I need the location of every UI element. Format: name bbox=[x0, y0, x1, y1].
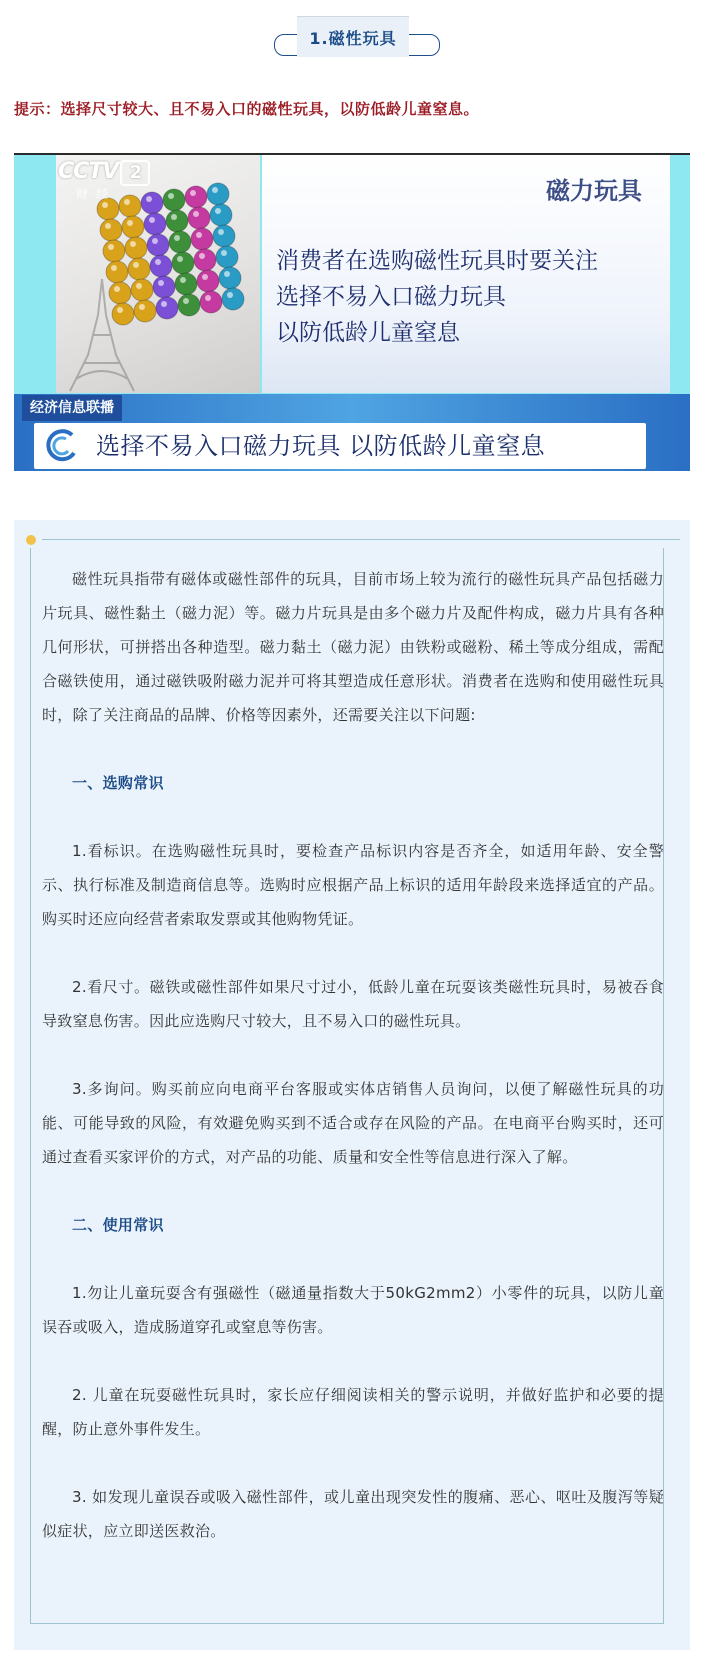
magnet-ball bbox=[172, 252, 194, 274]
magnet-ball-highlight bbox=[227, 292, 233, 298]
program-tag: 经济信息联播 bbox=[22, 395, 122, 421]
magnet-ball bbox=[200, 291, 222, 313]
magnet-ball-highlight bbox=[168, 193, 174, 199]
magnet-ball-highlight bbox=[224, 271, 230, 277]
channel-swirl-icon bbox=[44, 429, 78, 463]
magnet-ball-highlight bbox=[136, 283, 142, 289]
paragraph-emergency: 3. 如发现儿童误吞或吸入磁性部件，或儿童出现突发性的腹痛、恶心、呕吐及腹泻等疑似症状，应立即送医救治。 bbox=[42, 1488, 664, 1540]
decorative-dot bbox=[26, 535, 36, 545]
panel-line: 选择不易入口磁力玩具 bbox=[276, 284, 506, 310]
safety-tip: 提示：选择尺寸较大、且不易入口的磁性玩具，以防低龄儿童窒息。 bbox=[14, 100, 480, 118]
magnet-ball bbox=[134, 300, 156, 322]
magnet-ball-highlight bbox=[174, 235, 180, 241]
magnet-ball bbox=[122, 216, 144, 238]
magnet-ball bbox=[144, 213, 166, 235]
magnet-ball bbox=[188, 207, 210, 229]
magnet-ball-highlight bbox=[149, 217, 155, 223]
magnet-ball-highlight bbox=[202, 274, 208, 280]
magnet-ball bbox=[106, 261, 128, 283]
magnet-ball-highlight bbox=[117, 307, 123, 313]
magnet-ball-highlight bbox=[171, 214, 177, 220]
magnet-ball bbox=[109, 282, 131, 304]
magnet-ball bbox=[131, 279, 153, 301]
magnet-ball-highlight bbox=[215, 208, 221, 214]
heading-usage: 二、使用常识 bbox=[72, 1216, 164, 1234]
magnet-ball bbox=[216, 246, 238, 268]
magnet-ball bbox=[153, 276, 175, 298]
magnet-ball bbox=[178, 294, 200, 316]
magnet-ball bbox=[119, 195, 141, 217]
section-title-badge bbox=[0, 14, 704, 64]
magnet-ball-highlight bbox=[127, 220, 133, 226]
magnet-ball-highlight bbox=[221, 250, 227, 256]
magnet-ball-highlight bbox=[205, 295, 211, 301]
article-body bbox=[42, 562, 664, 1548]
magnet-ball-highlight bbox=[196, 232, 202, 238]
magnet-ball bbox=[156, 297, 178, 319]
panel-heading: 磁力玩具 bbox=[546, 177, 642, 205]
magnet-ball-highlight bbox=[114, 286, 120, 292]
headline-bar bbox=[34, 423, 646, 469]
magnet-ball bbox=[194, 249, 216, 271]
tv-news-image bbox=[14, 153, 690, 471]
panel-lines bbox=[276, 243, 598, 351]
paragraph-ask-more: 3.多询问。购买前应向电商平台客服或实体店销售人员询问，以便了解磁性玩具的功能、可能导致的风险，有效避免购买到不适合或存在风险的产品。在电商平台购买时，还可通过查看买家评价的方式，对产品的功能、质量和安全性等信息进行深入了解。 bbox=[42, 1080, 664, 1166]
magnet-ball bbox=[128, 258, 150, 280]
paragraph-check-size: 2.看尺寸。磁铁或磁性部件如果尺寸过小，低龄儿童在玩耍该类磁性玩具时，易被吞食导致窒息伤害。因此应选购尺寸较大，且不易入口的磁性玩具。 bbox=[42, 978, 664, 1030]
magnet-ball-highlight bbox=[111, 265, 117, 271]
magnet-ball bbox=[219, 267, 241, 289]
magnet-ball-highlight bbox=[218, 229, 224, 235]
magnet-ball-highlight bbox=[183, 298, 189, 304]
paragraph-supervision: 2. 儿童在玩耍磁性玩具时，家长应仔细阅读相关的警示说明，并做好监护和必要的提醒，防止意外事件发生。 bbox=[42, 1386, 664, 1438]
magnet-ball bbox=[150, 255, 172, 277]
section-title: 1.磁性玩具 bbox=[297, 16, 409, 57]
magnet-ball bbox=[213, 225, 235, 247]
magnet-ball bbox=[197, 270, 219, 292]
magnet-ball-highlight bbox=[155, 259, 161, 265]
panel-line: 以防低龄儿童窒息 bbox=[276, 320, 460, 346]
magnet-ball-highlight bbox=[124, 199, 130, 205]
magnet-ball bbox=[147, 234, 169, 256]
card-top-line bbox=[42, 539, 680, 540]
magnet-ball bbox=[185, 186, 207, 208]
cctv-logo-text: CCTV bbox=[58, 159, 119, 184]
paragraph-strong-magnet: 1.勿让儿童玩耍含有强磁性（磁通量指数大于50kG2mm2）小零件的玩具，以防儿童误吞或吸入，造成肠道穿孔或窒息等伤害。 bbox=[42, 1284, 664, 1336]
magnet-ball bbox=[191, 228, 213, 250]
magnet-ball-highlight bbox=[152, 238, 158, 244]
magnet-ball bbox=[222, 288, 244, 310]
magnet-ball-highlight bbox=[193, 211, 199, 217]
magnet-ball bbox=[103, 240, 125, 262]
magnet-ball-highlight bbox=[177, 256, 183, 262]
magnet-ball bbox=[207, 183, 229, 205]
magnet-ball-highlight bbox=[180, 277, 186, 283]
magnet-ball-highlight bbox=[190, 190, 196, 196]
intro-paragraph: 磁性玩具指带有磁体或磁性部件的玩具，目前市场上较为流行的磁性玩具产品包括磁力片玩具、磁性黏土（磁力泥）等。磁力片玩具是由多个磁力片及配件构成，磁力片具有各种几何形状，可拼搭出各种造型。磁力黏土（磁力泥）由铁粉或磁粉、稀土等成分组成，需配合磁铁使用，通过磁铁吸附磁力泥并可将其塑造成任意形状。消费者在选购和使用磁性玩具时，除了关注商品的品牌、价格等因素外，还需要关注以下问题: bbox=[42, 570, 664, 724]
magnet-ball bbox=[112, 303, 134, 325]
heading-purchase: 一、选购常识 bbox=[72, 774, 164, 792]
magnet-ball-highlight bbox=[130, 241, 136, 247]
magnet-ball-highlight bbox=[108, 244, 114, 250]
magnet-ball-highlight bbox=[146, 196, 152, 202]
panel-line: 消费者在选购磁性玩具时要关注 bbox=[276, 248, 598, 274]
magnet-ball bbox=[169, 231, 191, 253]
magnet-ball-highlight bbox=[212, 187, 218, 193]
magnet-ball bbox=[100, 219, 122, 241]
info-panel bbox=[262, 155, 670, 393]
cctv-logo bbox=[58, 159, 150, 186]
magnet-ball bbox=[141, 192, 163, 214]
magnet-ball-highlight bbox=[102, 202, 108, 208]
magnet-ball-highlight bbox=[161, 301, 167, 307]
channel-sub: 财经 bbox=[76, 187, 117, 201]
magnet-ball-highlight bbox=[139, 304, 145, 310]
magnet-ball bbox=[125, 237, 147, 259]
magnet-ball bbox=[163, 189, 185, 211]
magnet-ball-highlight bbox=[133, 262, 139, 268]
article-card bbox=[14, 520, 690, 1650]
headline-text: 选择不易入口磁力玩具 以防低龄儿童窒息 bbox=[96, 432, 546, 460]
magnet-ball bbox=[210, 204, 232, 226]
magnet-ball-highlight bbox=[199, 253, 205, 259]
magnet-ball bbox=[175, 273, 197, 295]
channel-number: 2 bbox=[120, 160, 150, 186]
paragraph-check-label: 1.看标识。在选购磁性玩具时，要检查产品标识内容是否齐全，如适用年龄、安全警示、执行标准及制造商信息等。选购时应根据产品上标识的适用年龄段来选择适宜的产品。购买时还应向经营者索取发票或其他购物凭证。 bbox=[42, 842, 664, 928]
magnet-ball-highlight bbox=[105, 223, 111, 229]
magnet-ball-highlight bbox=[158, 280, 164, 286]
magnet-ball bbox=[166, 210, 188, 232]
